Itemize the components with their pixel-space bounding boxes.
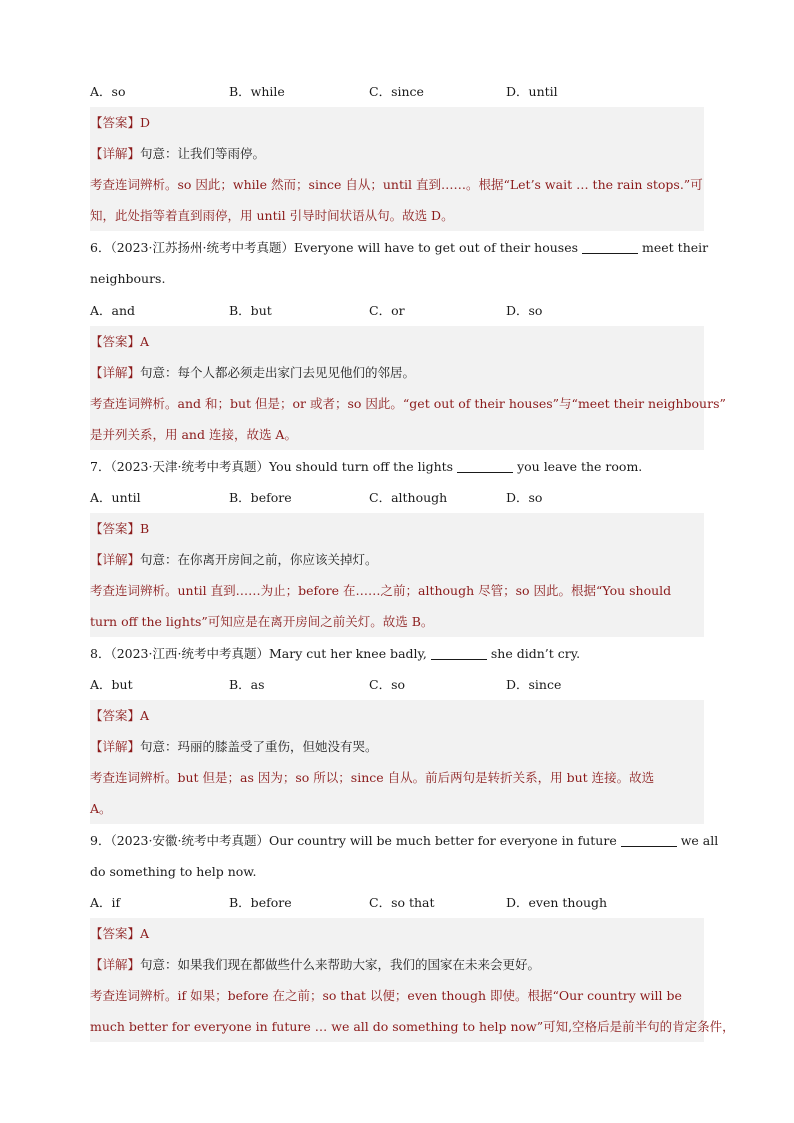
option-b: B．before bbox=[229, 895, 292, 910]
q9-stem bbox=[90, 825, 719, 856]
detail-tag: 【详解】 bbox=[90, 552, 141, 567]
q9-analysis-line-1: 考查连词辨析。if 如果；before 在之前；so that 以便；even though 即使。根据“Our country will be bbox=[90, 980, 704, 1011]
q6-stem bbox=[90, 232, 709, 263]
option-d: D．so bbox=[506, 490, 543, 505]
option-d: D．even though bbox=[506, 895, 608, 910]
q6-options bbox=[90, 295, 704, 326]
option-a: A．until bbox=[90, 490, 141, 505]
answer-tag: 【答案】 bbox=[90, 521, 141, 536]
q5-answer bbox=[90, 107, 704, 138]
stem-text: 9．（2023·安徽·统考中考真题）Our country will be much better for everyone in future bbox=[90, 833, 617, 848]
option-b: B．as bbox=[229, 677, 265, 692]
q7-detail bbox=[90, 544, 704, 575]
q9-stem-line-2: do something to help now. bbox=[90, 864, 257, 879]
stem-text-after: we all bbox=[680, 833, 719, 848]
detail-meaning: 句意：在你离开房间之前，你应该关掉灯。 bbox=[140, 552, 378, 567]
stem-text-after: meet their bbox=[642, 240, 709, 255]
option-a: A．and bbox=[90, 303, 136, 318]
stem-text-after: you leave the room. bbox=[517, 459, 643, 474]
answer-blank bbox=[621, 832, 677, 847]
detail-tag: 【详解】 bbox=[90, 739, 141, 754]
answer-value: A bbox=[140, 926, 150, 941]
q8-stem bbox=[90, 638, 704, 669]
option-c: C．although bbox=[369, 490, 448, 505]
stem-text: 6．（2023·江苏扬州·统考中考真题）Everyone will have to get out of their houses bbox=[90, 240, 579, 255]
q7-options bbox=[90, 482, 704, 513]
answer-tag: 【答案】 bbox=[90, 334, 141, 349]
stem-text: 7．（2023·天津·统考中考真题）You should turn off the lights bbox=[90, 459, 454, 474]
detail-meaning: 句意：玛丽的膝盖受了重伤，但她没有哭。 bbox=[140, 739, 378, 754]
option-a: A．but bbox=[90, 677, 133, 692]
option-b: B．but bbox=[229, 303, 272, 318]
option-c: C．since bbox=[369, 84, 424, 99]
q9-analysis-line-2: much better for everyone in future … we all do something to help now”可知,空格后是前半句的肯定条件， bbox=[90, 1011, 704, 1042]
answer-tag: 【答案】 bbox=[90, 708, 141, 723]
option-c: C．or bbox=[369, 303, 405, 318]
q8-options bbox=[90, 669, 704, 700]
q6-detail bbox=[90, 357, 704, 388]
q7-analysis-line-2: turn off the lights”可知应是在离开房间之前关灯。故选 B。 bbox=[90, 606, 704, 637]
detail-tag: 【详解】 bbox=[90, 146, 141, 161]
q8-analysis-line-1: 考查连词辨析。but 但是；as 因为；so 所以；since 自从。前后两句是转折关系，用 but 连接。故选 bbox=[90, 762, 704, 793]
q7-stem bbox=[90, 451, 704, 482]
q5-detail bbox=[90, 138, 704, 169]
q9-options bbox=[90, 887, 704, 918]
q6-analysis-line-2: 是并列关系，用 and 连接，故选 A。 bbox=[90, 419, 704, 450]
q9-answer bbox=[90, 918, 704, 949]
option-a: A．so bbox=[90, 84, 126, 99]
answer-blank bbox=[457, 458, 513, 473]
option-b: B．while bbox=[229, 84, 285, 99]
q8-analysis-line-2: A。 bbox=[90, 793, 704, 824]
q8-detail bbox=[90, 731, 704, 762]
option-d: D．until bbox=[506, 84, 558, 99]
q5-analysis-line-1: 考查连词辨析。so 因此；while 然而；since 自从；until 直到……。根据“Let’s wait … the rain stops.”可 bbox=[90, 169, 704, 200]
answer-blank bbox=[582, 239, 638, 254]
option-b: B．before bbox=[229, 490, 292, 505]
q7-analysis-line-1: 考查连词辨析。until 直到……为止；before 在……之前；although 尽管；so 因此。根据“You should bbox=[90, 575, 704, 606]
stem-text: 8．（2023·江西·统考中考真题）Mary cut her knee badly, bbox=[90, 646, 427, 661]
q9-detail bbox=[90, 949, 704, 980]
answer-blank bbox=[431, 645, 487, 660]
answer-value: D bbox=[140, 115, 151, 130]
detail-tag: 【详解】 bbox=[90, 365, 141, 380]
answer-tag: 【答案】 bbox=[90, 926, 141, 941]
detail-meaning: 句意：让我们等雨停。 bbox=[140, 146, 266, 161]
detail-meaning: 句意：每个人都必须走出家门去见见他们的邻居。 bbox=[140, 365, 416, 380]
q6-stem-line-2: neighbours. bbox=[90, 271, 166, 286]
option-d: D．since bbox=[506, 677, 562, 692]
q5-analysis-line-2: 知，此处指等着直到雨停，用 until 引导时间状语从句。故选 D。 bbox=[90, 200, 704, 231]
answer-value: A bbox=[140, 334, 150, 349]
option-c: C．so bbox=[369, 677, 406, 692]
detail-meaning: 句意：如果我们现在都做些什么来帮助大家，我们的国家在未来会更好。 bbox=[140, 957, 541, 972]
detail-tag: 【详解】 bbox=[90, 957, 141, 972]
q7-answer bbox=[90, 513, 704, 544]
q8-answer bbox=[90, 700, 704, 731]
q6-answer bbox=[90, 326, 704, 357]
q6-analysis-line-1: 考查连词辨析。and 和；but 但是；or 或者；so 因此。“get out of their houses”与“meet their neighbours” bbox=[90, 388, 704, 419]
q5-options bbox=[90, 76, 704, 107]
option-d: D．so bbox=[506, 303, 543, 318]
answer-tag: 【答案】 bbox=[90, 115, 141, 130]
answer-value: B bbox=[140, 521, 150, 536]
option-c: C．so that bbox=[369, 895, 435, 910]
option-a: A．if bbox=[90, 895, 121, 910]
stem-text-after: she didn’t cry. bbox=[490, 646, 581, 661]
answer-value: A bbox=[140, 708, 150, 723]
